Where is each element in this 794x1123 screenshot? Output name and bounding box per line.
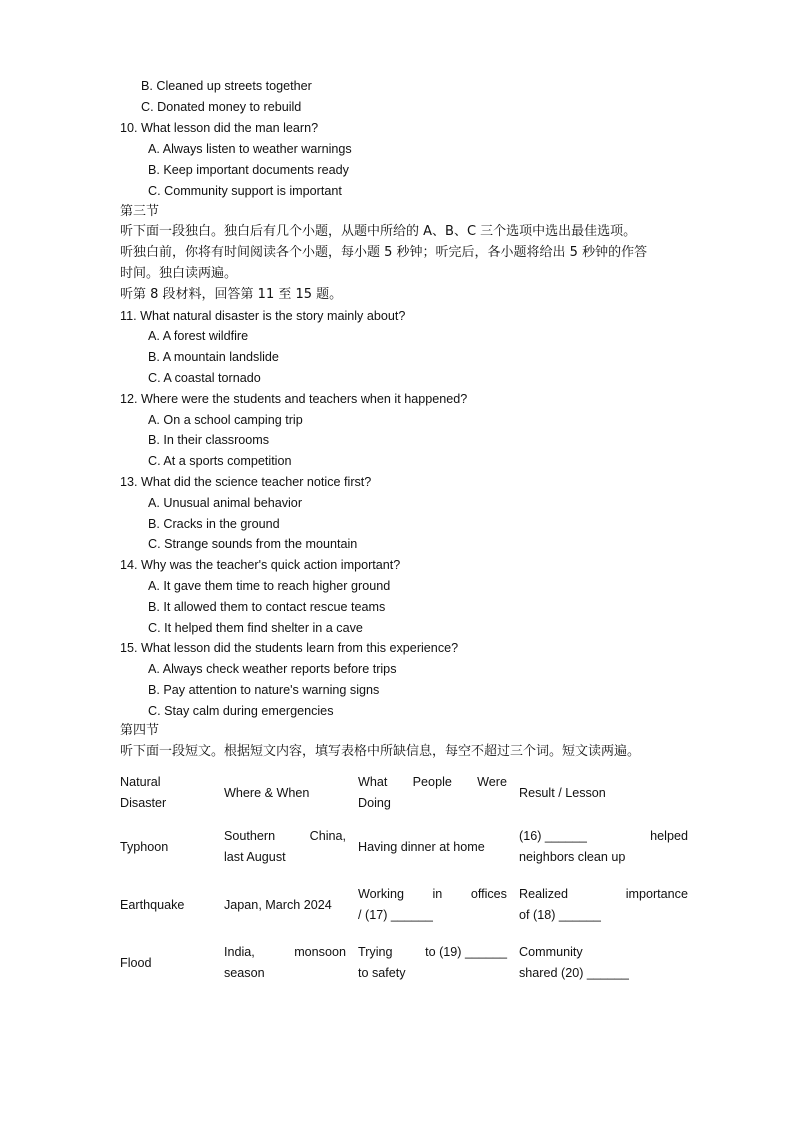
option-9c: C. Donated money to rebuild	[141, 100, 302, 114]
question-14: 14. Why was the teacher's quick action important?	[120, 558, 401, 572]
cell-doing: Having dinner at home	[358, 839, 485, 854]
table-row	[114, 876, 694, 934]
option-9b: B. Cleaned up streets together	[141, 79, 312, 93]
header-where-when: Where & When	[224, 785, 310, 800]
option-15c: C. Stay calm during emergencies	[148, 704, 334, 718]
option-10a: A. Always listen to weather warnings	[148, 142, 352, 156]
option-12c: C. At a sports competition	[148, 454, 292, 468]
table-row	[114, 934, 694, 992]
option-10b: B. Keep important documents ready	[148, 163, 349, 177]
section4-instruction: 听下面一段短文。根据短文内容，填写表格中所缺信息，每空不超过三个词。短文读两遍。	[120, 744, 641, 759]
section3-instruction-4: 听第 8 段材料，回答第 11 至 15 题。	[120, 287, 343, 302]
section3-instruction-1: 听下面一段独白。独白后有几个小题，从题中所给的 A、B、C 三个选项中选出最佳选项。	[120, 224, 637, 239]
header-what-people-doing: What People Were Doing	[358, 775, 507, 810]
question-15: 15. What lesson did the students learn from this experience?	[120, 641, 459, 655]
cell-result: (16) ______ helped neighbors clean up	[513, 818, 694, 876]
option-15a: A. Always check weather reports before trips	[148, 662, 397, 676]
cell-doing: Working in offices / (17) ______	[352, 876, 513, 934]
cell-disaster: Typhoon	[120, 839, 169, 854]
cell-disaster: Earthquake	[120, 897, 185, 912]
cell-where-when: Japan, March 2024	[224, 897, 332, 912]
option-12a: A. On a school camping trip	[148, 413, 303, 427]
header-natural-disaster: Natural Disaster	[120, 775, 167, 810]
blank-17: / (17) ______	[358, 908, 433, 922]
section3-instruction-3: 时间。独白读两遍。	[120, 266, 238, 281]
cell-result: Realized importance of (18) ______	[513, 876, 694, 934]
blank-19: to (19) ______	[425, 945, 507, 959]
blank-16: (16) ______	[519, 829, 587, 843]
question-10: 10. What lesson did the man learn?	[120, 121, 319, 135]
option-14b: B. It allowed them to contact rescue teams	[148, 600, 386, 614]
cell-doing: Trying to (19) ______ to safety	[352, 934, 513, 992]
question-11: 11. What natural disaster is the story mainly about?	[120, 309, 406, 323]
option-14a: A. It gave them time to reach higher ground	[148, 579, 391, 593]
cell-result: Community shared (20) ______	[513, 934, 694, 992]
section4-heading: 第四节	[120, 723, 160, 738]
section3-heading: 第三节	[120, 204, 160, 219]
option-10c: C. Community support is important	[148, 184, 342, 198]
option-12b: B. In their classrooms	[148, 433, 270, 447]
option-11b: B. A mountain landslide	[148, 350, 279, 364]
table-row	[114, 818, 694, 876]
cell-where-when: India, monsoon season	[224, 945, 346, 980]
option-13c: C. Strange sounds from the mountain	[148, 537, 358, 551]
option-11c: C. A coastal tornado	[148, 371, 261, 385]
option-15b: B. Pay attention to nature's warning signs	[148, 683, 380, 697]
header-result-lesson: Result / Lesson	[519, 785, 606, 800]
question-13: 13. What did the science teacher notice first?	[120, 475, 372, 489]
option-13b: B. Cracks in the ground	[148, 517, 280, 531]
option-14c: C. It helped them find shelter in a cave	[148, 621, 363, 635]
cell-where-when: Southern China, last August	[224, 829, 346, 864]
blank-18: of (18) ______	[519, 908, 601, 922]
blank-20: shared (20) ______	[519, 966, 629, 980]
question-12: 12. Where were the students and teachers when it happened?	[120, 392, 468, 406]
section3-instruction-2: 听独白前，你将有时间阅读各个小题，每小题 5 秒钟；听完后，各小题将给出 5 秒钟的作答	[120, 245, 648, 260]
option-11a: A. A forest wildfire	[148, 329, 249, 343]
cell-disaster: Flood	[120, 955, 152, 970]
table-header-row	[114, 768, 694, 818]
fill-in-table	[114, 768, 694, 992]
option-13a: A. Unusual animal behavior	[148, 496, 303, 510]
